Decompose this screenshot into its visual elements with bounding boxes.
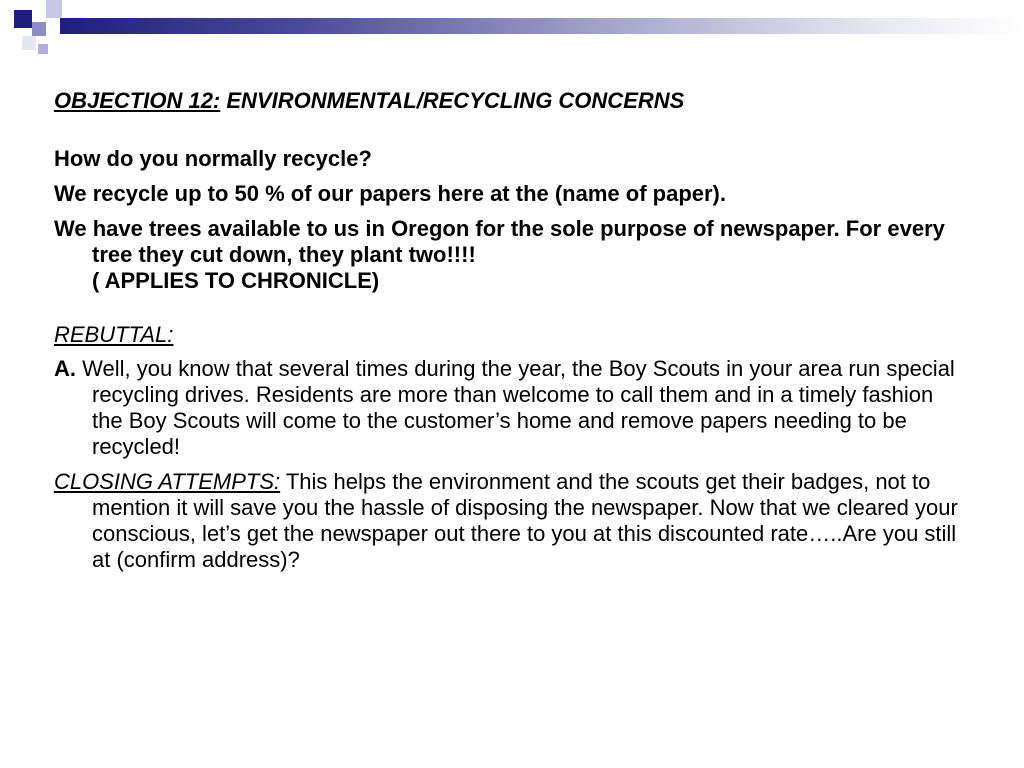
objection-label: OBJECTION 12: — [54, 88, 221, 113]
trees-text: We have trees available to us in Oregon for the sole purpose of newspaper. For every tree they cut down, they plant two!!!! — [54, 216, 945, 267]
question-line: How do you normally recycle? — [54, 146, 372, 171]
rebuttal-point-a — [54, 356, 964, 460]
trees-line — [54, 216, 964, 294]
slide-content — [54, 88, 964, 582]
deco-square-periwinkle-2 — [38, 44, 48, 54]
point-a-text: Well, you know that several times during the year, the Boy Scouts in your area run special recycling drives. Residents are more than welcome to call them and in a timely fashion the Boy Scouts will come to the customer’s home and remove papers needing to be recycled! — [76, 356, 955, 459]
deco-square-periwinkle — [32, 22, 46, 36]
closing-text: This helps the environment and the scouts get their badges, not to mention it will save you the hassle of disposing the newspaper. Now that we cleared your conscious, let’s get the newspaper out there to you at this discounted rate…..Are you still at (confirm address)? — [92, 469, 958, 572]
deco-square-navy — [14, 10, 32, 28]
objection-text: ENVIRONMENTAL/RECYCLING CONCERNS — [220, 88, 685, 113]
deco-square-lavender — [46, 0, 62, 18]
header-gradient-bar — [60, 18, 1024, 34]
applies-note: ( APPLIES TO CHRONICLE) — [92, 268, 380, 293]
point-a-label: A. — [54, 356, 76, 381]
slide-title — [54, 88, 964, 114]
deco-square-pale — [22, 36, 36, 50]
closing-label: CLOSING ATTEMPTS: — [54, 469, 281, 494]
closing-attempts — [54, 469, 964, 573]
recycle-line: We recycle up to 50 % of our papers here at the (name of paper). — [54, 181, 726, 206]
header-decoration — [0, 0, 1024, 60]
rebuttal-heading: REBUTTAL: — [54, 322, 174, 347]
